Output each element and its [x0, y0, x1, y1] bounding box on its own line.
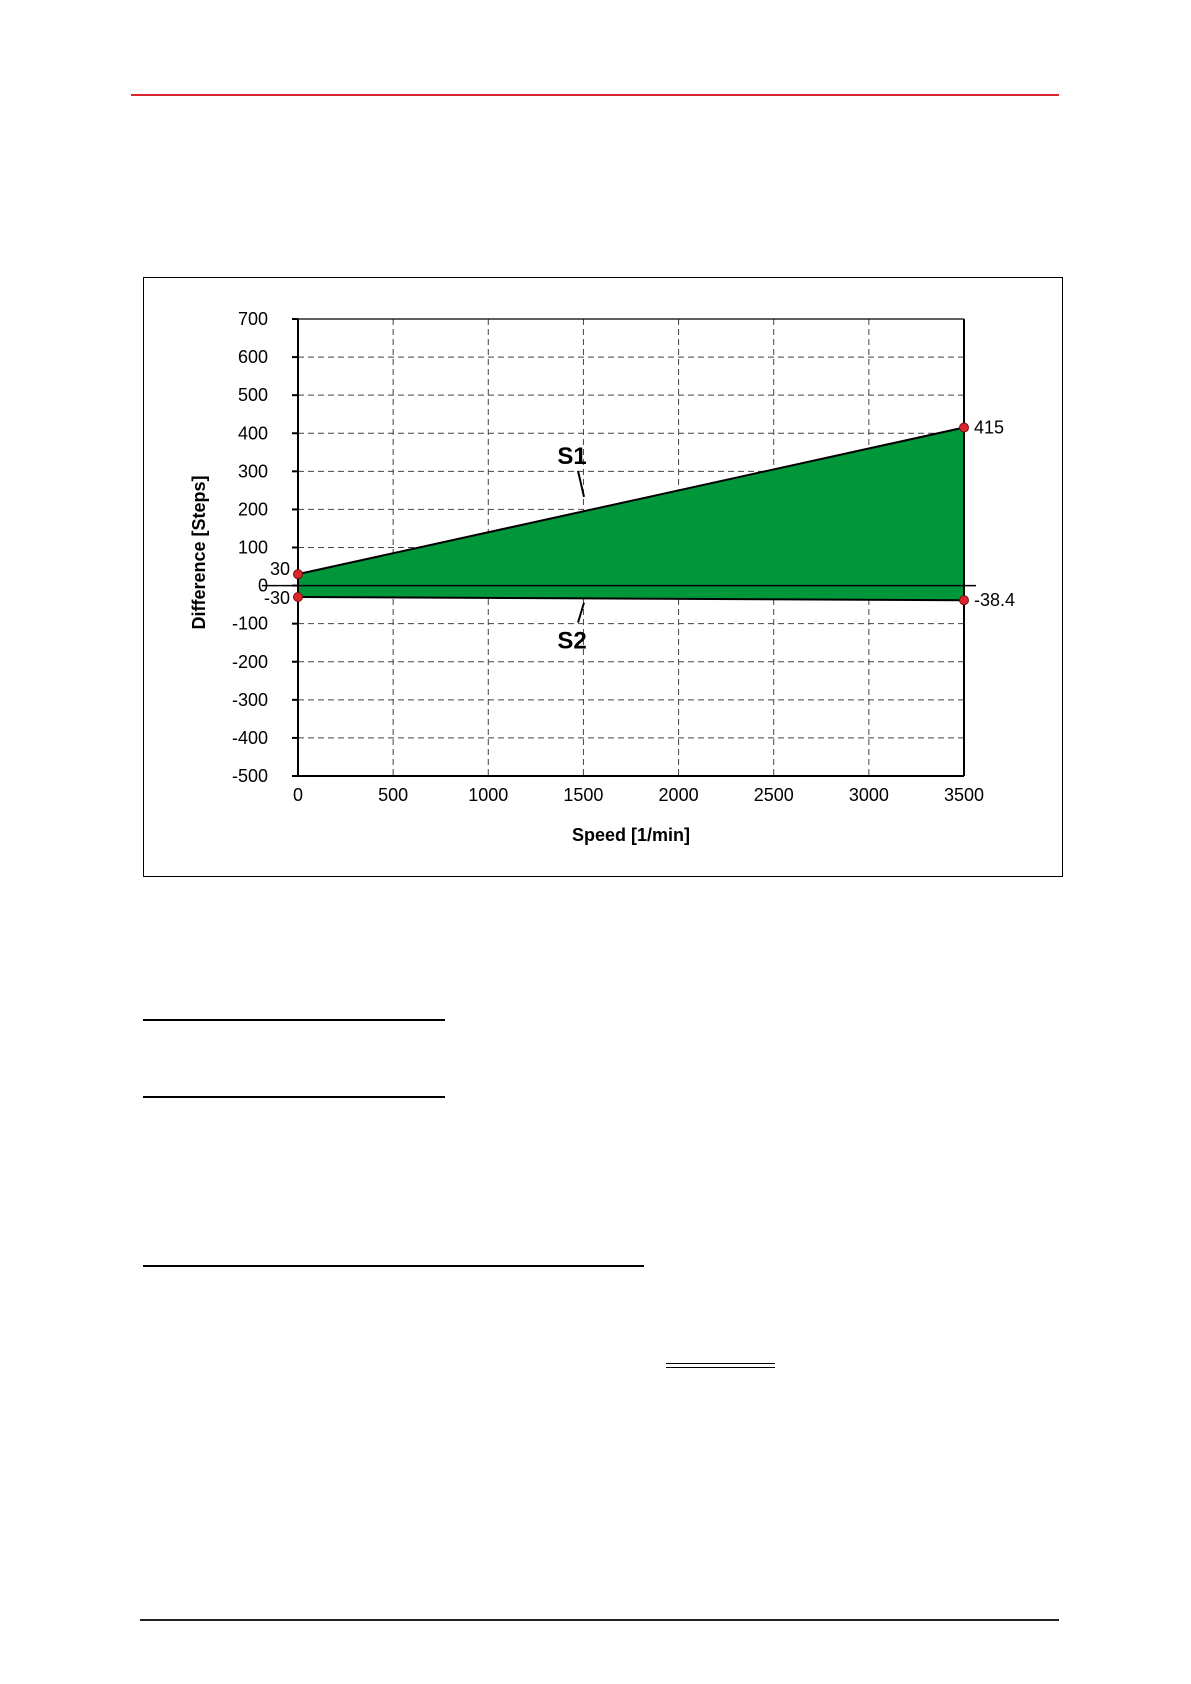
y-tick-label: -100 [231, 613, 268, 634]
y-tick-label: 500 [237, 385, 268, 406]
y-tick-label: -500 [231, 766, 268, 786]
y-tick-label: -400 [231, 727, 268, 748]
tolerance-area [298, 428, 964, 601]
y-axis-label: Difference [Steps] [189, 475, 209, 630]
y-tick-label: 100 [237, 537, 268, 558]
x-tick-label: 2000 [658, 785, 699, 805]
y-tick-label: -200 [231, 651, 268, 672]
footer-rule [140, 1619, 1059, 1621]
series-label-s2: S2 [557, 627, 587, 655]
x-tick-label: 3500 [943, 785, 985, 805]
x-tick-label: 1000 [468, 785, 509, 805]
series-label-s1: S1 [557, 442, 587, 470]
x-tick-label: 3000 [848, 785, 889, 805]
chart-frame [143, 277, 1063, 877]
y-tick-label: -300 [231, 689, 268, 710]
data-point-marker [960, 596, 969, 605]
y-tick-label: 200 [237, 499, 268, 520]
point-value-label: 415 [974, 417, 1005, 438]
x-tick-label: 0 [292, 785, 304, 805]
double-underline [666, 1363, 775, 1368]
x-tick-label: 2500 [753, 785, 794, 805]
y-tick-label: 600 [237, 347, 268, 368]
x-axis-label: Speed [1/min] [571, 825, 691, 845]
underline-3 [143, 1265, 644, 1267]
header-rule [131, 94, 1059, 96]
y-tick-label: 300 [237, 461, 268, 482]
data-point-marker [960, 423, 969, 432]
underline-2 [143, 1096, 445, 1098]
data-point-marker [294, 593, 303, 602]
point-value-label: -38.4 [974, 590, 1016, 611]
y-tick-label: 400 [237, 423, 268, 444]
data-point-marker [294, 570, 303, 579]
y-tick-label: 0 [257, 575, 268, 596]
x-tick-label: 1500 [563, 785, 604, 805]
x-tick-label: 500 [378, 785, 409, 805]
point-value-label: 30 [269, 559, 290, 580]
y-tick-label: 700 [237, 309, 268, 329]
difference-speed-chart [144, 278, 1062, 876]
point-value-label: -30 [263, 588, 290, 609]
underline-1 [143, 1019, 445, 1021]
